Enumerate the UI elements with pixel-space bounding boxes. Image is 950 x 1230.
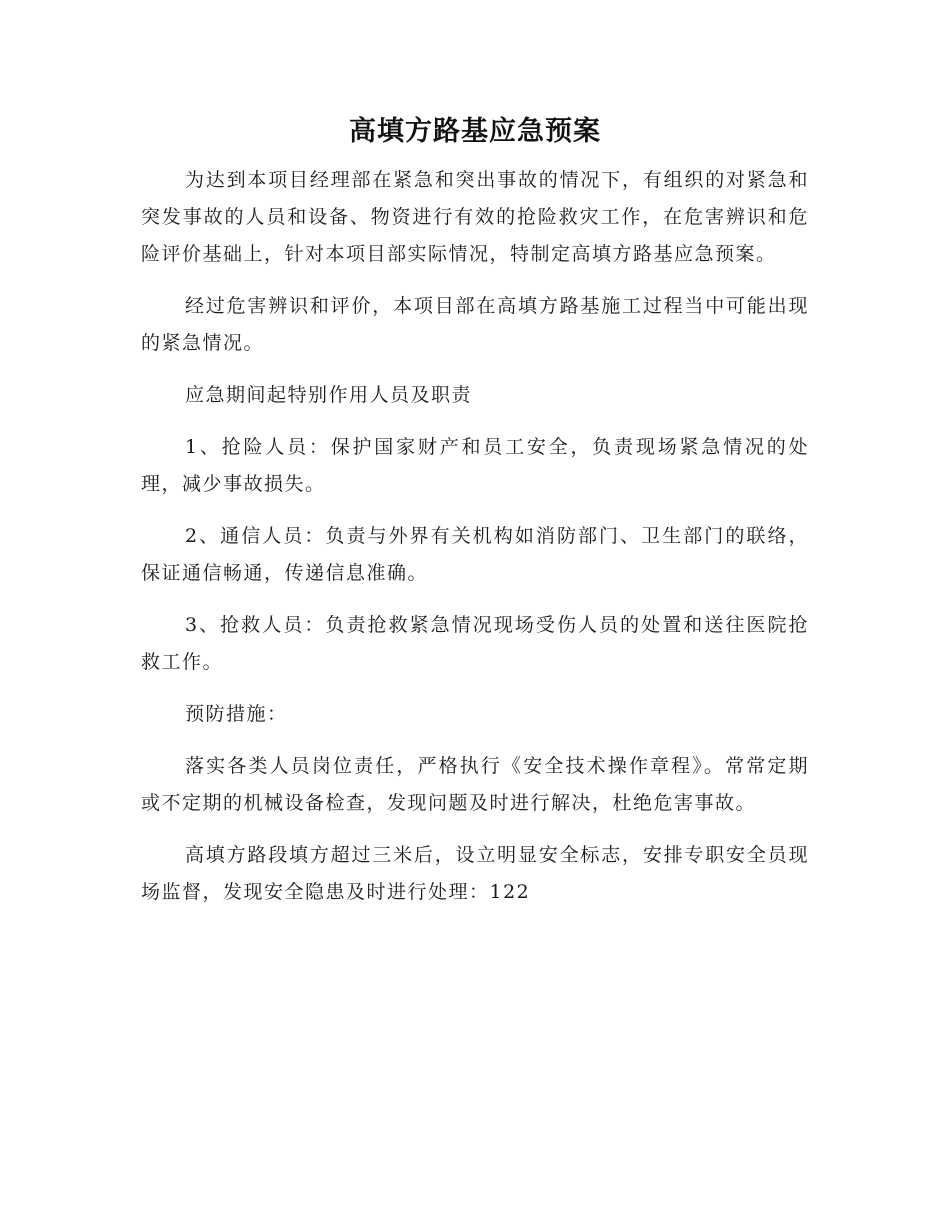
paragraph-prevention-responsibility: 落实各类人员岗位责任，严格执行《安全技术操作章程》。常常定期或不定期的机械设备检查，发现问题及时进行解决，杜绝危害事故。 — [141, 755, 809, 814]
paragraph-high-fill-supervision: 高填方路段填方超过三米后，设立明显安全标志，安排专职安全员现场监督，发现安全隐患及时进行处理：122 — [141, 844, 809, 903]
paragraph-hazard-identification: 经过危害辨识和评价，本项目部在高填方路基施工过程当中可能出现的紧急情况。 — [141, 295, 809, 354]
paragraph-prevention-heading: 预防措施： — [185, 703, 288, 725]
paragraph-first-aid-staff: 3、抢救人员：负责抢救紧急情况现场受伤人员的处置和送往医院抢救工作。 — [141, 614, 809, 673]
document-body — [141, 112, 809, 926]
paragraph-intro: 为达到本项目经理部在紧急和突出事故的情况下，有组织的对紧急和突发事故的人员和设备、物资进行有效的抢险救灾工作，在危害辨识和危险评价基础上，针对本项目部实际情况，特制定高填方路基应急预案。 — [141, 169, 809, 265]
document-title: 高填方路基应急预案 — [349, 116, 601, 147]
paragraph-roles-heading: 应急期间起特别作用人员及职责 — [185, 384, 473, 406]
paragraph-communication-staff: 2、通信人员：负责与外界有关机构如消防部门、卫生部门的联络，保证通信畅通，传递信息准确。 — [141, 525, 809, 584]
paragraph-rescue-staff: 1、抢险人员：保护国家财产和员工安全，负责现场紧急情况的处理，减少事故损失。 — [141, 436, 809, 495]
